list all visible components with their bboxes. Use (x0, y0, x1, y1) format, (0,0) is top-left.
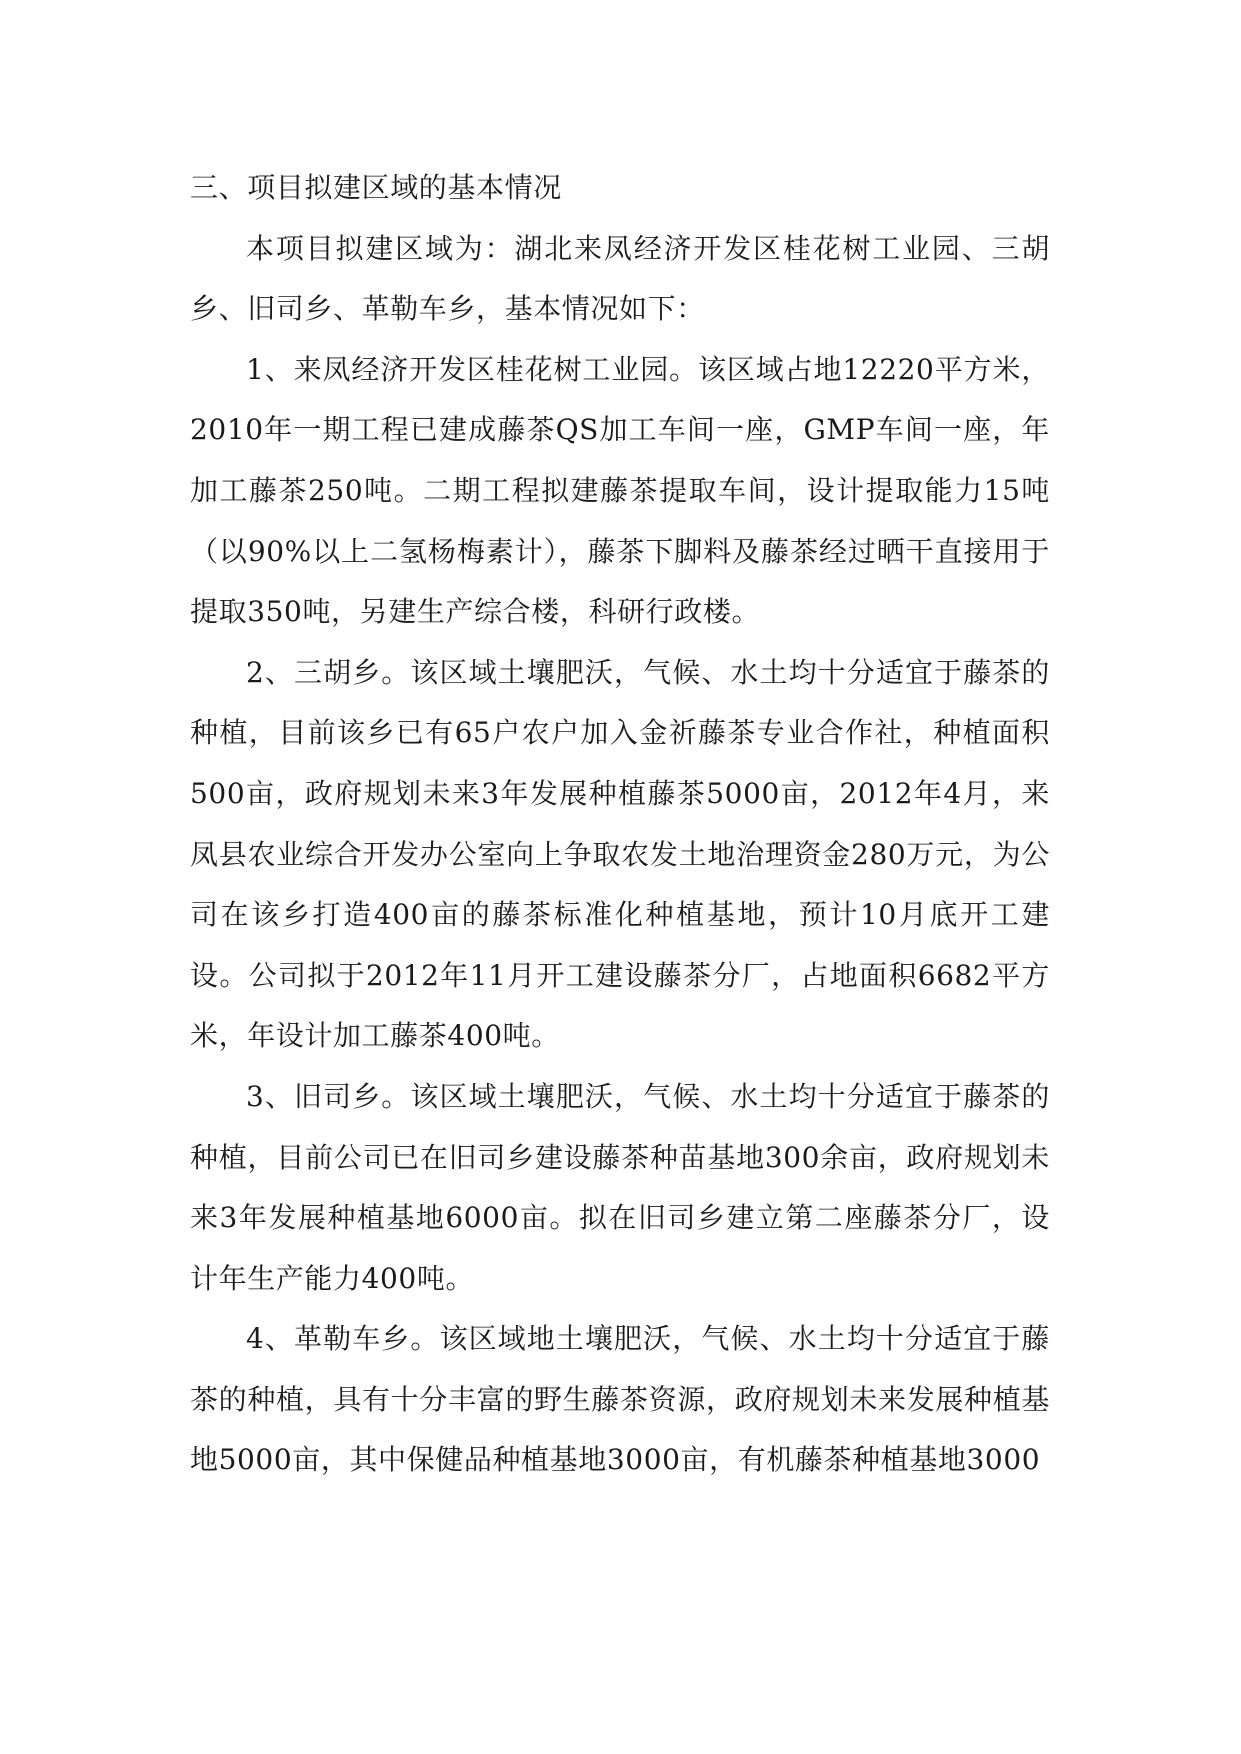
paragraph-industrial-park: 1、来凤经济开发区桂花树工业园。该区域占地12220平方米，2010年一期工程已建成藤茶QS加工车间一座，GMP车间一座，年加工藤茶250吨。二期工程拟建藤茶提取车间，设计提取能力15吨（以90%以上二氢杨梅素计），藤茶下脚料及藤茶经过晒干直接用于提取350吨，另建生产综合楼，科研行政楼。 (190, 352, 1050, 629)
paragraph-intro: 本项目拟建区域为：湖北来凤经济开发区桂花树工业园、三胡乡、旧司乡、革勒车乡，基本情况如下： (190, 231, 1050, 326)
paragraph-gelecher-township: 4、革勒车乡。该区域地土壤肥沃，气候、水土均十分适宜于藤茶的种植，具有十分丰富的野生藤茶资源，政府规划未来发展种植基地5000亩，其中保健品种植基地3000亩，有机藤茶种植基地3000 (190, 1322, 1050, 1477)
section-heading: 三、项目拟建区域的基本情况 (190, 171, 562, 204)
paragraph-jiusi-township: 3、旧司乡。该区域土壤肥沃，气候、水土均十分适宜于藤茶的种植，目前公司已在旧司乡建设藤茶种苗基地300余亩，政府规划未来3年发展种植基地6000亩。拟在旧司乡建立第二座藤茶分厂，设计年生产能力400吨。 (190, 1079, 1050, 1295)
paragraph-sanhu-township: 2、三胡乡。该区域土壤肥沃，气候、水土均十分适宜于藤茶的种植，目前该乡已有65户农户加入金祈藤茶专业合作社，种植面积500亩，政府规划未来3年发展种植藤茶5000亩，2012年4月，来凤县农业综合开发办公室向上争取农发土地治理资金280万元，为公司在该乡打造400亩的藤茶标准化种植基地，预计10月底开工建设。公司拟于2012年11月开工建设藤茶分厂，占地面积6682平方米，年设计加工藤茶400吨。 (190, 655, 1050, 1053)
document-body (190, 158, 1050, 1491)
